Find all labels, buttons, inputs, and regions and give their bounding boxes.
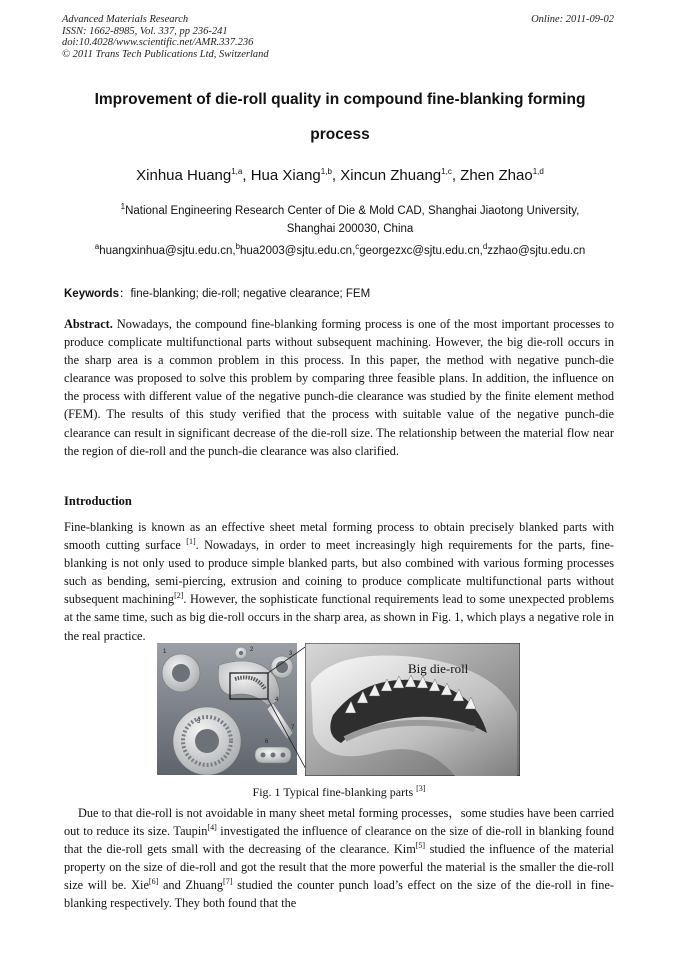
journal-name: Advanced Materials Research <box>62 14 189 25</box>
inset-label: Big die-roll <box>408 661 469 676</box>
citation[interactable]: [4] <box>207 823 217 832</box>
intro-text: . However, the sophisticate functional requirements lead to some unexpected problems at the same time, such as big die-roll occurs in the sharp area, as shown in Fig. 1, which plays a negative role in the real practice. <box>64 592 614 643</box>
abstract-label: Abstract. <box>64 317 113 331</box>
email-address[interactable]: huangxinhua@sjtu.edu.cn, <box>99 245 236 257</box>
author-affiliation-mark: 1,d <box>532 167 544 176</box>
issn-line: ISSN: 1662-8985, Vol. 337, pp 236-241 <box>62 25 228 37</box>
email-address[interactable]: zzhao@sjtu.edu.cn <box>487 245 586 257</box>
affiliation-mark: 1 <box>120 202 126 212</box>
die-roll-closeup-photo <box>305 643 520 776</box>
author-affiliation-mark: 1,a <box>231 167 243 176</box>
author-emails <box>60 242 620 257</box>
affiliation-line-1: National Engineering Research Center of Die & Mold CAD, Shanghai Jiaotong University, <box>125 205 580 217</box>
author-affiliation-mark: 1,b <box>320 167 332 176</box>
author-separator: , <box>242 167 251 184</box>
doi-line: doi:10.4028/www.scientific.net/AMR.337.236 <box>62 37 254 48</box>
author-name: Hua Xiang <box>250 167 321 184</box>
online-date: Online: 2011-09-02 <box>531 14 614 25</box>
paper-title-line-1: Improvement of die-roll quality in compound fine-blanking forming <box>94 91 586 108</box>
author-name: Xinhua Huang <box>136 167 232 184</box>
author-separator: , <box>451 167 461 184</box>
part-number: 7 <box>291 725 295 731</box>
intro-paragraph-1 <box>64 518 614 645</box>
part-number: 4 <box>275 697 279 703</box>
part-number: 1 <box>163 649 167 655</box>
citation[interactable]: [3] <box>416 784 426 793</box>
citation[interactable]: [7] <box>223 877 233 887</box>
citation[interactable]: [6] <box>148 877 159 887</box>
affiliation-line-2: Shanghai 200030, China <box>286 223 414 235</box>
part-number: 5 <box>197 719 201 725</box>
intro-text: and Zhuang <box>158 878 224 893</box>
figure-1-die-roll-inset <box>305 643 520 781</box>
keywords <box>64 285 370 301</box>
part-number: 6 <box>265 739 269 745</box>
intro-text: Fine-blanking is known as an effective sheet metal forming process to obtain precisely blanked parts with smooth cutting surface <box>64 520 614 553</box>
figure-1-caption <box>0 785 678 800</box>
abstract-text: Nowadays, the compound fine-blanking forming process is one of the most important processes to produce complicate multifunctional parts without subsequent machining. However, the big die-roll occurs in the sharp area is a common problem in this process. In this paper, the method with negative punch-die clearance was proposed to solve this problem by comparing three feasible plans. In addition, the influence on the process with different value of the negative punch-die clearance was studied by the finite element method (FEM). The results of this study verified that the process with suitable value of the negative punch-die clearance can result in significant decrease of the die-roll size. The relationship between the material flow near the region of die-roll and the punch-die clearance was also clarified. <box>64 317 614 458</box>
email-address[interactable]: hua2003@sjtu.edu.cn, <box>240 245 356 257</box>
author-separator: , <box>331 167 341 184</box>
citation[interactable]: [2] <box>174 591 184 601</box>
email-mark: c <box>355 242 360 252</box>
intro-text: studied the counter punch load’s effect on the size of the die-roll in fine-blanking respectively. They both found that the <box>64 878 615 911</box>
zoom-connector <box>268 643 308 775</box>
abstract <box>64 315 614 460</box>
citation[interactable]: [1] <box>186 537 196 546</box>
intro-text: investigated the influence of clearance on the size of die-roll in blanking found that the die-roll gets small with the decreasing of the clearance. Kim <box>64 824 614 857</box>
email-mark: b <box>235 242 240 252</box>
keywords-separator: ： <box>118 288 131 300</box>
email-address[interactable]: georgezxc@sjtu.edu.cn, <box>359 245 483 257</box>
part-number: 2 <box>250 647 254 653</box>
intro-paragraph-2 <box>64 804 614 913</box>
journal-header <box>62 14 269 60</box>
author-affiliation-mark: 1,c <box>441 167 452 176</box>
affiliation <box>60 202 640 238</box>
author-name: Xincun Zhuang <box>340 167 442 184</box>
part-number: 3 <box>289 651 293 657</box>
keywords-text: fine-blanking; die-roll; negative clearance; FEM <box>130 288 371 300</box>
author-list <box>60 167 620 184</box>
intro-text: studied the influence of the material property on the size of die-roll and got the result that the more powerful the material is the smaller the die-roll size will be. Xie <box>64 842 614 893</box>
keywords-label: Keywords <box>64 288 119 300</box>
intro-text: Due to that die-roll is not avoidable in many sheet metal forming processes，some studies have been carried out to reduce its size. Taupin <box>64 806 614 839</box>
copyright-line: © 2011 Trans Tech Publications Ltd, Switzerland <box>62 48 269 60</box>
email-mark: d <box>482 242 488 252</box>
author-name: Zhen Zhao <box>460 167 533 184</box>
caption-text: Fig. 1 Typical fine-blanking parts <box>252 785 417 799</box>
citation[interactable]: [5] <box>415 841 426 851</box>
intro-text: . Nowadays, in order to meet increasingly high requirements for the parts, fine-blanking is not only used to produce simple blanked parts, but also combined with various forming processes such as bending, semi-piercing, extrusion and coining to produce complicate multifunctional parts without subsequent machining <box>64 538 614 607</box>
section-heading-introduction: Introduction <box>64 494 132 508</box>
email-mark: a <box>94 242 100 252</box>
paper-title-line-2: process <box>310 126 370 143</box>
